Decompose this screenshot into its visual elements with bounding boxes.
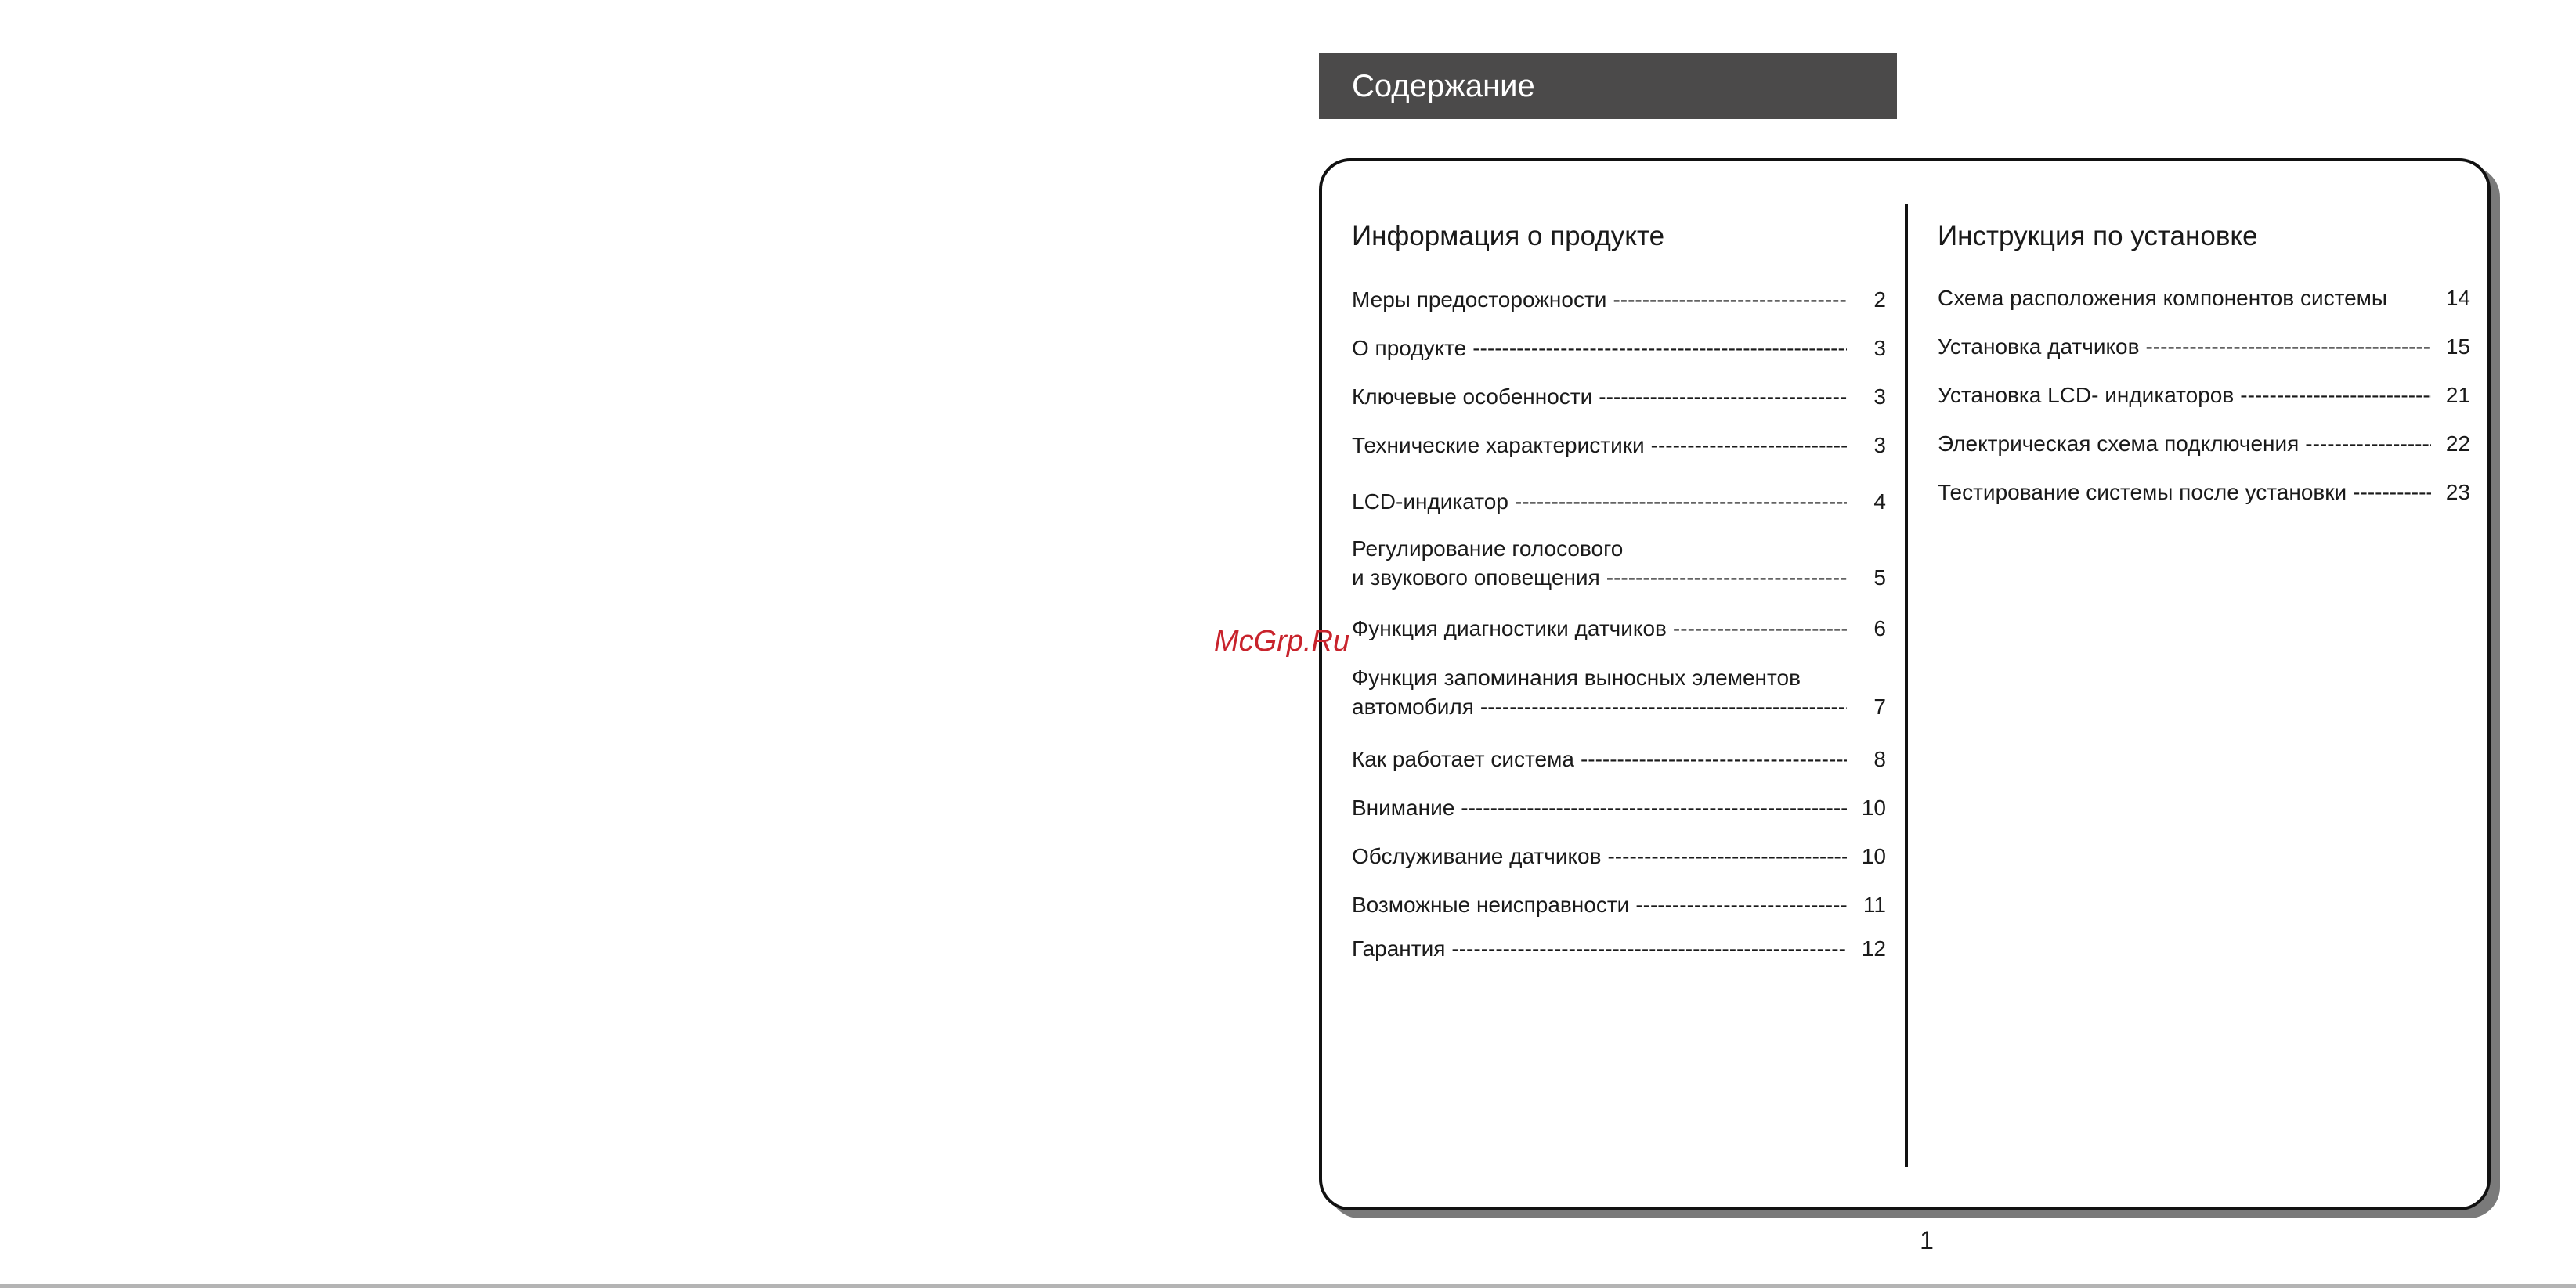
leader-dots — [1515, 487, 1847, 516]
toc-entry-label: Ключевые особенности — [1352, 384, 1593, 409]
leader-dots — [1607, 842, 1847, 871]
toc-page-number: 3 — [1873, 336, 1886, 360]
toc-entry-component-layout[interactable] — [1938, 283, 2470, 312]
toc-entry-label: LCD-индикатор — [1352, 489, 1508, 514]
leader-dots — [2353, 478, 2431, 507]
toc-entry-label: Схема расположения компонентов системы — [1938, 286, 2388, 310]
toc-entry-memory-function[interactable] — [1352, 663, 1886, 721]
toc-entry-attention[interactable] — [1352, 793, 1886, 822]
toc-entry-wiring-diagram[interactable] — [1938, 429, 2470, 458]
toc-page-number: 11 — [1862, 893, 1886, 917]
toc-entry-key-features[interactable] — [1352, 382, 1886, 411]
toc-entry-system-testing[interactable] — [1938, 478, 2470, 507]
toc-entry-sensor-installation[interactable] — [1938, 332, 2470, 361]
toc-page-number: 12 — [1861, 936, 1886, 961]
toc-entry-label-line2: и звукового оповещения — [1352, 565, 1600, 590]
toc-page-number: 8 — [1873, 747, 1886, 771]
toc-entry-label: Как работает система — [1352, 747, 1574, 771]
leader-dots — [1581, 745, 1847, 774]
toc-page-number: 14 — [2445, 286, 2470, 310]
leader-dots — [1599, 382, 1847, 411]
toc-entry-warranty[interactable] — [1352, 934, 1886, 963]
toc-entry-label-line1: Регулирование голосового — [1352, 536, 1624, 561]
leader-dots — [2305, 429, 2431, 458]
toc-entry-troubleshooting[interactable] — [1352, 890, 1886, 919]
toc-entry-label-line2: автомобиля — [1352, 695, 1474, 719]
leader-dots — [1451, 934, 1847, 963]
toc-entry-label: Тестирование системы после установки — [1938, 480, 2347, 504]
installation-heading: Инструкция по установке — [1938, 221, 2258, 251]
toc-entry-sensor-diagnostics[interactable] — [1352, 614, 1886, 643]
toc-entry-label: Обслуживание датчиков — [1352, 844, 1602, 868]
toc-entry-about-product[interactable] — [1352, 334, 1886, 363]
toc-page-number: 3 — [1873, 384, 1886, 409]
toc-entry-label: Гарантия — [1352, 936, 1446, 961]
toc-page-number: 22 — [2445, 431, 2470, 456]
toc-entry-lcd-installation[interactable] — [1938, 381, 2470, 409]
page-number: 1 — [1920, 1226, 1934, 1254]
toc-page-number: 10 — [1861, 796, 1886, 820]
leader-dots — [1635, 890, 1847, 919]
toc-page-number: 7 — [1873, 695, 1886, 719]
toc-entry-label: Установка LCD- индикаторов — [1938, 383, 2235, 407]
toc-page-number: 2 — [1873, 287, 1886, 312]
watermark: McGrp.Ru — [1214, 625, 1350, 658]
column-divider — [1905, 204, 1908, 1167]
contents-title: Содержание — [1319, 53, 1897, 119]
leader-dots — [1613, 285, 1847, 314]
leader-dots — [1651, 431, 1847, 460]
toc-page-number: 21 — [2445, 383, 2470, 407]
toc-entry-sensor-maintenance[interactable] — [1352, 842, 1886, 871]
toc-page-number: 5 — [1873, 565, 1886, 590]
toc-entry-label: Электрическая схема подключения — [1938, 431, 2300, 456]
leader-dots — [2240, 381, 2431, 409]
leader-dots — [1461, 793, 1847, 822]
toc-entry-label-line1: Функция запоминания выносных элементов — [1352, 666, 1801, 690]
toc-entry-label: Возможные неисправности — [1352, 893, 1630, 917]
leader-dots — [1480, 692, 1847, 721]
toc-entry-voice-sound-alert[interactable] — [1352, 534, 1886, 592]
toc-page-number: 10 — [1861, 844, 1886, 868]
toc-page-number: 6 — [1873, 616, 1886, 640]
toc-page-number: 15 — [2445, 334, 2470, 359]
leader-dots — [1673, 614, 1847, 643]
toc-entry-specifications[interactable] — [1352, 431, 1886, 460]
toc-entry-label: Установка датчиков — [1938, 334, 2140, 359]
toc-page-number: 4 — [1873, 489, 1886, 514]
leader-dots — [2145, 332, 2431, 361]
toc-entry-label: Меры предосторожности — [1352, 287, 1607, 312]
toc-entry-label: Внимание — [1352, 796, 1455, 820]
leader-dots — [1472, 334, 1847, 363]
toc-entry-label: Функция диагностики датчиков — [1352, 616, 1667, 640]
bottom-edge-line — [0, 1284, 2576, 1288]
toc-page-number: 23 — [2445, 480, 2470, 504]
leader-dots — [1606, 563, 1847, 592]
toc-entry-label: Технические характеристики — [1352, 433, 1645, 457]
toc-entry-precautions[interactable] — [1352, 285, 1886, 314]
toc-entry-how-system-works[interactable] — [1352, 745, 1886, 774]
toc-page-number: 3 — [1873, 433, 1886, 457]
toc-entry-label: О продукте — [1352, 336, 1467, 360]
product-info-heading: Информация о продукте — [1352, 221, 1665, 251]
toc-entry-lcd-indicator[interactable] — [1352, 487, 1886, 516]
